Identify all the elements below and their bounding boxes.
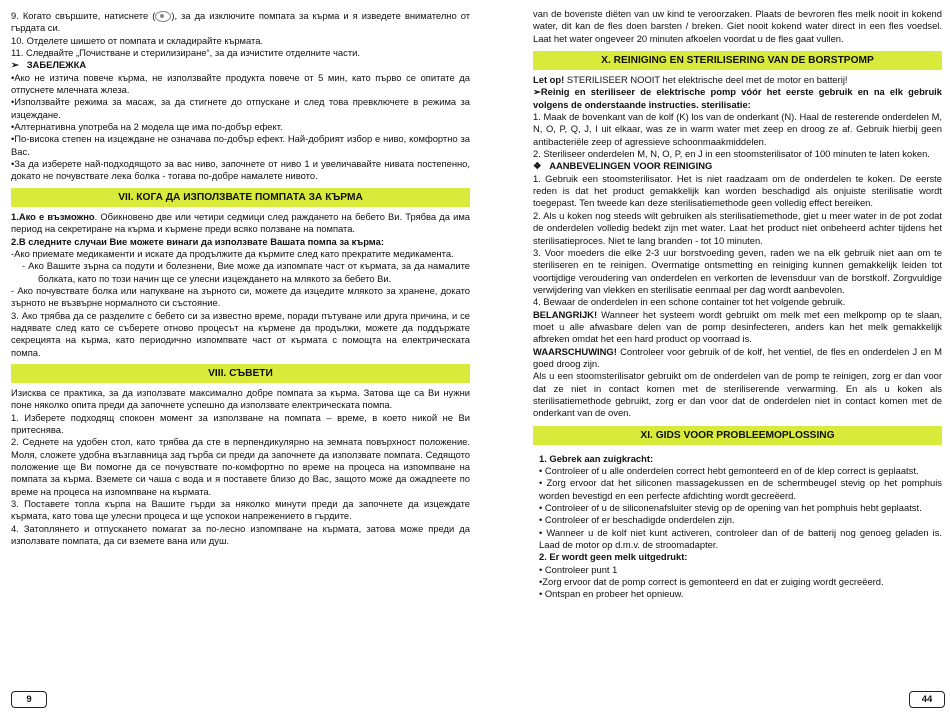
- guide-2-item: • Controleer punt 1: [539, 563, 618, 575]
- s7-paragraph-2c: - Ако почувствате болка или напукване на зърното си, можете да изцедите млякото за хранене, докато зърното не възвърне нормалното си състояние.: [11, 284, 470, 309]
- note-heading: [11, 59, 470, 71]
- let-op-rest: STERILISEER NOOIT het elektrische deel met de motor en batterij!: [564, 74, 848, 86]
- section-7-header: VII. КОГА ДА ИЗПОЛЗВАТЕ ПОМПАТА ЗА КЪРМА: [11, 188, 470, 207]
- s8-tip-4: 4. Затоплянето и отпускането помагат за по-лесно изпомпване на кърмата, затова може преди да използвате помпата, да си вземете вана или душ.: [11, 522, 470, 547]
- note-item: •За да изберете най-подходящото за вас ниво, започнете от ниво 1 и увеличавайте нивата постепенно, докато не почувствате лека болка - тогава по-добре намалете нивото.: [11, 158, 470, 182]
- step-10: 10. Отделете шишето от помпата и складирайте кърмата.: [11, 34, 264, 46]
- recommendation-2: 2. Als u koken nog steeds wilt gebruiken als sterilisatiemethode, giet u meer water in de pot zodat de onderdelen volledig bedekt zijn met water. Laat het product niet onbeheerd achter tijdens het sterilisatieproces. Niet te lang branden - tot 10 minuten.: [533, 209, 942, 246]
- waarschuwing-bold: WAARSCHUWING!: [533, 345, 617, 357]
- page-number-right: 44: [909, 691, 945, 708]
- section-8-header: VIII. СЪВЕТИ: [11, 364, 470, 383]
- guide-2-item: • Ontspan en probeer het opnieuw.: [539, 588, 684, 600]
- note-item: •Алтернативна употреба на 2 модела ще има по-добър ефект.: [11, 121, 283, 133]
- belangrijk: [533, 309, 942, 346]
- s7-paragraph-3: 3. Ако трябва да се разделите с бебето си за известно време, поради пътуване или друга причина, и се надявате след като се съберете отново процесът на кърмене да продължи, можете да поддържате секрецията на кърма, като периодично изпомпвате част от кърмата с помощта на електрическата помпа.: [11, 309, 470, 358]
- waarschuwing: [533, 346, 942, 371]
- sterilize-step-1: 1. Maak de bovenkant van de kolf (K) los van de onderkant (N). Haal de resterende onderdelen M, N, O, P, Q, J, I uit elkaar, was ze in warm water met zeep en droog ze af. Gebruik hierbij geen antibacteriële zeep of agressieve schoonmaakmiddelen.: [533, 111, 942, 147]
- step-11: 11. Следвайте „Почистване и стерилизиране“, за да изчистите отделните части.: [11, 47, 360, 59]
- intro-paragraph: van de bovenste diëten van uw kind te veroorzaken. Plaats de bevroren fles melk nooit in kokend water, dit kan de fles doen barsten / breken. Giet nooit kokend water direct in een fles voedsel. Laat het water ongeveer 20 minuten afkoelen voordat u de fles gaat vullen.: [533, 8, 942, 44]
- guide-1-item: • Controleer of u alle onderdelen correct hebt gemonteerd en of de klep correct is geplaatst.: [539, 465, 919, 476]
- s8-tip-1: 1. Изберете подходящ спокоен момент за използване на помпата – време, в което никой не Ви притеснява.: [11, 411, 470, 435]
- s7-p1-rest: . Обикновено две или четири седмици след раждането на бебето Ви. Трябва да има период на секретиране на кърма и кърмене преди всяко ползване на помпата.: [11, 210, 470, 235]
- section-11-header: XI. GIDS VOOR PROBLEEMOPLOSSING: [533, 426, 942, 445]
- belangrijk-rest: Wanneer het systeem wordt gebruikt om melk met een melkpomp op te slaan, moet u alle afwasbare delen van de pomp desinfecteren, anders kan het melk gemakkelijk afbreken omdat het een hard product op voorraad is.: [533, 308, 942, 345]
- guide-1-item: • Controleer of er beschadigde onderdelen zijn.: [539, 514, 735, 526]
- page-number-left: 9: [11, 691, 47, 708]
- recommendation-3: 3. Voor moeders die elke 2-3 uur borstvoeding geven, raden we na elk gebruik niet aan om te steriliseren en te reinigen. Overmatige ontsmetting en reiniging kunnen gemakkelijk leiden tot voortijdige veroudering van onderdelen en verkorten de levensduur van de borstkolf. Zorgvuldige verwijdering van vlekken en sterilisatie eenmaal per dag wordt aanbevolen.: [533, 246, 942, 295]
- diamond-bullet-icon: ❖: [533, 160, 542, 172]
- step-9-start: 9. Когато свършите, натиснете (: [11, 10, 156, 21]
- s7-p1-bold: 1.Ако е възможно: [11, 210, 95, 222]
- recommendation-4: 4. Bewaar de onderdelen in een schone container tot het volgende gebruik.: [533, 296, 846, 308]
- section-10-header: X. REINIGING EN STERILISERING VAN DE BORSTPOMP: [533, 51, 942, 70]
- s7-paragraph-2-title: 2.В следните случаи Вие можете винаги да използвате Вашата помпа за кърма:: [11, 235, 384, 247]
- s8-intro: Изисква се практика, за да използвате максимално добре помпата за кърма. Затова ще са Ви нужни поне няколко опита преди да започнете успешно да използвате електрическата помпа.: [11, 386, 470, 411]
- s7-paragraph-2a: -Ако приемате медикаменти и искате да продължите да кърмите след като прекратите медикамента.: [11, 247, 454, 259]
- power-button-icon: [155, 11, 171, 22]
- arrow-bullet-icon: ➢: [533, 86, 541, 98]
- s8-tip-3: 3. Поставете топла кърпа на Вашите гърди за няколко минути преди да започнете да изцеждате кърмата, като това ще улесни процеса и ще успокои напрежението в гърдите.: [11, 498, 470, 522]
- recommendations-heading: [533, 160, 942, 172]
- let-op: [533, 74, 942, 86]
- step-9-end: ), за да изключите помпата за кърма и я изведете внимателно от гърдата си.: [11, 10, 470, 34]
- guide-1-item: • Controleer of u de siliconenafsluiter stevig op de opening van het pomphuis hebt geplaatst.: [539, 502, 922, 514]
- right-content: [533, 8, 942, 601]
- s8-tip-2: 2. Седнете на удобен стол, като трябва да сте в перпендикулярно на земната повърхност положение. Моля, сложете удобна възглавница зад гърба си преди да започнете да използвате помпата. Седящото положение ще Ви помогне да се почувствате по-комфортно по време на процеса на изпомпване на помпата за кърма. Вземете си чаша с вода и я поставете близо до Вас, защото може да ожадneете по време на процеса на изпомпване на кърмата.: [11, 436, 470, 497]
- recommendation-1: 1. Gebruik een stoomsterilisator. Het is niet raadzaam om de onderdelen te koken. De eerste reden is dat het product gemakkelijk kan worden beschadigd als onjuiste sterilisatie wordt toegepast. Ten tweede kan deze sterilisatiemethode geen volledig effect bereiken.: [533, 172, 942, 209]
- note-title: ЗАБЕЛЕЖКА: [26, 59, 87, 71]
- let-op-bold: Let op!: [533, 74, 565, 86]
- arrow-bullet-icon: ➢: [11, 59, 19, 71]
- troubleshooting-guide: [533, 453, 942, 601]
- note-item: •По-висока степен на изцеждане не означава по-добър ефект. Най-добрият избор е ниво, комфортно за Вас.: [11, 133, 470, 157]
- sterilize-step-2: 2. Steriliseer onderdelen M, N, O, P, en J in een stoomsterilisator of 100 minuten te laten koken.: [533, 148, 930, 160]
- left-content: [11, 10, 470, 547]
- guide-1-item: • Zorg ervoor dat het siliconen massagekussen en de schermbeugel stevig op het pomphuis worden bevestigd en een perfecte afdichting wordt gecreëerd.: [539, 477, 942, 501]
- guide-2-item: •Zorg ervoor dat de pomp correct is gemonteerd en dat er zuiging wordt gecreëerd.: [539, 576, 884, 588]
- guide-1-title: 1. Gebrek aan zuigkracht:: [539, 452, 654, 464]
- note-item: •Използвайте режима за масаж, за да стигнете до отпускане и след това превключете в режима за изцеждане.: [11, 96, 470, 120]
- belangrijk-bold: BELANGRIJK!: [533, 308, 598, 320]
- reinig-instruction: [533, 86, 942, 111]
- reinig-text: Reinig en steriliseer de elektrische pomp vóór het eerste gebruik en na elk gebruik volgens de onderstaande instructies. sterilisatie:: [533, 86, 942, 110]
- recommendations-title: AANBEVELINGEN VOOR REINIGING: [549, 160, 713, 172]
- note-item: •Ако не изтича повече кърма, не използвайте продукта повече от 5 мин, като първо се опитате да отпуснете млечната жлеза.: [11, 71, 470, 96]
- step-9: [11, 10, 470, 35]
- guide-1-item: • Wanneer u de kolf niet kunt activeren, controleer dan of de batterij nog genoeg geladen is. Laad de motor op d.m.v. de stroomadapter.: [539, 526, 942, 551]
- s7-paragraph-1: [11, 211, 470, 236]
- guide-2-title: 2. Er wordt geen melk uitgedrukt:: [539, 551, 688, 563]
- waarschuwing-rest: Controleer voor gebruik of de kolf, het ventiel, de fles en onderdelen J en M goed droog zijn.: [533, 345, 942, 369]
- s7-paragraph-2b: - Ако Вашите зърна са подути и болезнени, Вие може да изпомпате част от кърмата, за да намалите болката, като по този начин ще се улесни изцеждането на млякото за бебето Ви.: [22, 260, 470, 284]
- right-page: [533, 0, 942, 713]
- left-page: [11, 0, 470, 713]
- stoom-paragraph: Als u een stoomsterilisator gebruikt om de onderdelen van de pomp te reinigen, zorg er dan voor dat ze niet in contact komen met de steriliserende verwarming. En als u koken als sterilisatiemethode gebruikt, zorg er dan voor dat de onderdelen niet in contact komen met de onderkant van de oven.: [533, 370, 942, 419]
